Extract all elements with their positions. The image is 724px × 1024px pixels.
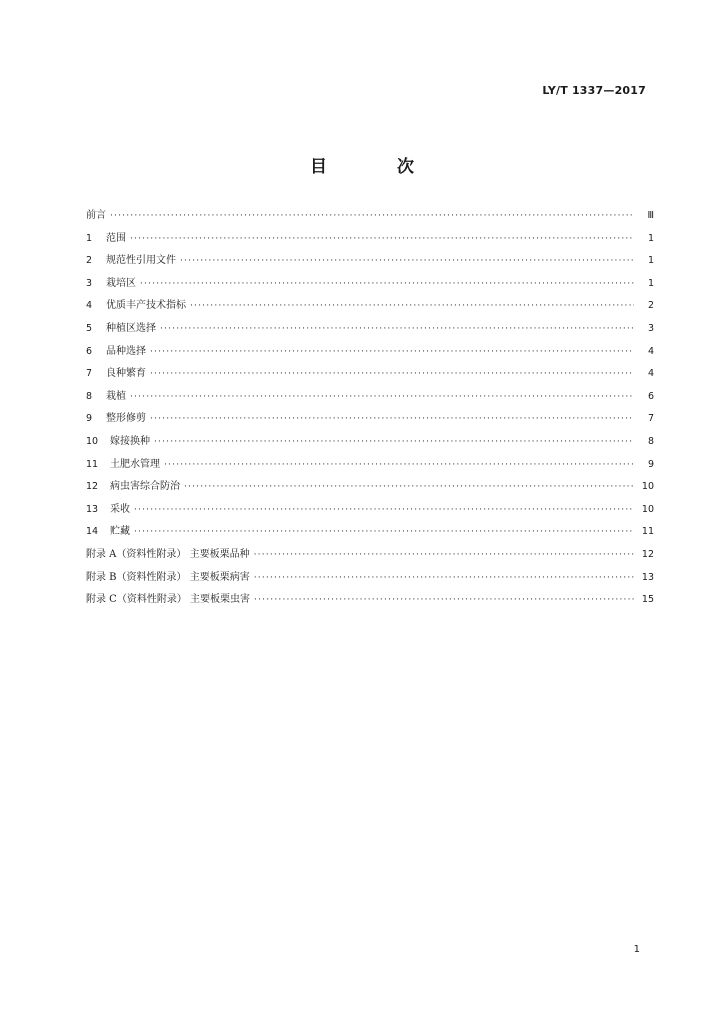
toc-entry-label: 栽植 bbox=[106, 390, 126, 402]
toc-entry-page: 1 bbox=[647, 232, 654, 244]
toc-entry-number: 2 bbox=[86, 255, 93, 267]
toc-entry-label: 嫁接换种 bbox=[110, 435, 150, 447]
toc-entry-number: 12 bbox=[86, 481, 99, 493]
toc-entry-page: 12 bbox=[641, 548, 654, 560]
toc-entry-label: 采收 bbox=[110, 503, 130, 515]
toc-entry-number: 5 bbox=[86, 322, 93, 334]
toc-entry-label: 栽培区 bbox=[106, 277, 136, 289]
toc-entry-9[interactable] bbox=[86, 409, 654, 432]
toc-entry-page: 2 bbox=[647, 300, 654, 312]
toc-leader-dots bbox=[134, 505, 634, 515]
toc-entry-2[interactable] bbox=[86, 251, 654, 274]
toc-entry-page: 9 bbox=[647, 458, 654, 470]
toc-entry-page: 7 bbox=[647, 413, 654, 425]
toc-entry-page: 4 bbox=[647, 368, 654, 380]
toc-entry-number: 11 bbox=[86, 458, 99, 470]
toc-entry-number: 9 bbox=[86, 413, 93, 425]
toc-entry-number: 13 bbox=[86, 503, 99, 515]
toc-entry-number: 3 bbox=[86, 277, 93, 289]
toc-entry-page: 10 bbox=[641, 503, 654, 515]
toc-entry-label: 整形修剪 bbox=[106, 413, 146, 425]
toc-entry-number: 10 bbox=[86, 435, 99, 447]
toc-entry-4[interactable] bbox=[86, 296, 654, 319]
toc-entry-page: Ⅲ bbox=[647, 210, 654, 221]
toc-leader-dots bbox=[180, 256, 634, 266]
toc-entry-page: 6 bbox=[647, 390, 654, 402]
toc-entry-appendix-c[interactable] bbox=[86, 590, 654, 613]
toc-leader-dots bbox=[154, 437, 634, 447]
toc-entry-number: 6 bbox=[86, 345, 93, 357]
toc-entry-page: 1 bbox=[647, 255, 654, 267]
toc-leader-dots bbox=[110, 211, 634, 221]
page-number: 1 bbox=[633, 944, 640, 955]
toc-entry-label: 贮藏 bbox=[110, 526, 130, 538]
toc-leader-dots bbox=[150, 347, 634, 357]
toc-entry-appendix-b[interactable] bbox=[86, 568, 654, 591]
toc-entry-page: 13 bbox=[641, 571, 654, 583]
toc-entry-number: 4 bbox=[86, 300, 93, 312]
toc-entry-appendix-a[interactable] bbox=[86, 545, 654, 568]
toc-entry-10[interactable] bbox=[86, 432, 654, 455]
toc-leader-dots bbox=[130, 234, 634, 244]
toc-entry-foreword[interactable] bbox=[86, 206, 654, 229]
toc-entry-page: 8 bbox=[647, 435, 654, 447]
toc-entry-label: 规范性引用文件 bbox=[106, 255, 176, 267]
toc-title: 目 次 bbox=[310, 157, 446, 177]
toc-entry-page: 15 bbox=[641, 594, 654, 606]
toc-entry-label: 范围 bbox=[106, 232, 126, 244]
toc-leader-dots bbox=[160, 324, 634, 334]
toc-entry-6[interactable] bbox=[86, 342, 654, 365]
toc-leader-dots bbox=[134, 527, 634, 537]
toc-entry-14[interactable] bbox=[86, 522, 654, 545]
toc-entry-5[interactable] bbox=[86, 319, 654, 342]
table-of-contents bbox=[86, 206, 654, 613]
toc-entry-page: 10 bbox=[641, 481, 654, 493]
toc-entry-label: 优质丰产技术指标 bbox=[106, 300, 186, 312]
toc-leader-dots bbox=[190, 301, 634, 311]
toc-entry-label: 种植区选择 bbox=[106, 322, 156, 334]
toc-leader-dots bbox=[254, 550, 634, 560]
toc-entry-label: 附录 A（资料性附录） 主要板栗品种 bbox=[86, 548, 250, 560]
toc-entry-label: 品种选择 bbox=[106, 345, 146, 357]
toc-entry-page: 11 bbox=[641, 526, 654, 538]
toc-entry-1[interactable] bbox=[86, 229, 654, 252]
toc-entry-number: 7 bbox=[86, 368, 93, 380]
toc-leader-dots bbox=[164, 460, 634, 470]
toc-entry-page: 1 bbox=[647, 277, 654, 289]
toc-entry-7[interactable] bbox=[86, 364, 654, 387]
toc-leader-dots bbox=[130, 392, 634, 402]
toc-entry-label: 附录 C（资料性附录） 主要板栗虫害 bbox=[86, 594, 251, 606]
toc-entry-label: 附录 B（资料性附录） 主要板栗病害 bbox=[86, 571, 250, 583]
toc-entry-number: 14 bbox=[86, 526, 99, 538]
toc-leader-dots bbox=[150, 369, 634, 379]
toc-leader-dots bbox=[254, 595, 634, 605]
toc-entry-label: 土肥水管理 bbox=[110, 458, 160, 470]
toc-entry-number: 1 bbox=[86, 232, 93, 244]
toc-entry-label: 良种繁育 bbox=[106, 368, 146, 380]
toc-leader-dots bbox=[254, 573, 634, 583]
toc-entry-11[interactable] bbox=[86, 455, 654, 478]
toc-entry-8[interactable] bbox=[86, 387, 654, 410]
toc-entry-12[interactable] bbox=[86, 477, 654, 500]
toc-leader-dots bbox=[140, 279, 634, 289]
toc-entry-label: 病虫害综合防治 bbox=[110, 481, 180, 493]
toc-entry-page: 3 bbox=[647, 322, 654, 334]
toc-entry-page: 4 bbox=[647, 345, 654, 357]
toc-entry-number: 8 bbox=[86, 390, 93, 402]
toc-leader-dots bbox=[150, 414, 634, 424]
toc-leader-dots bbox=[184, 482, 634, 492]
toc-entry-3[interactable] bbox=[86, 274, 654, 297]
toc-entry-label: 前言 bbox=[86, 210, 106, 221]
toc-entry-13[interactable] bbox=[86, 500, 654, 523]
standard-code: LY/T 1337—2017 bbox=[542, 84, 646, 97]
